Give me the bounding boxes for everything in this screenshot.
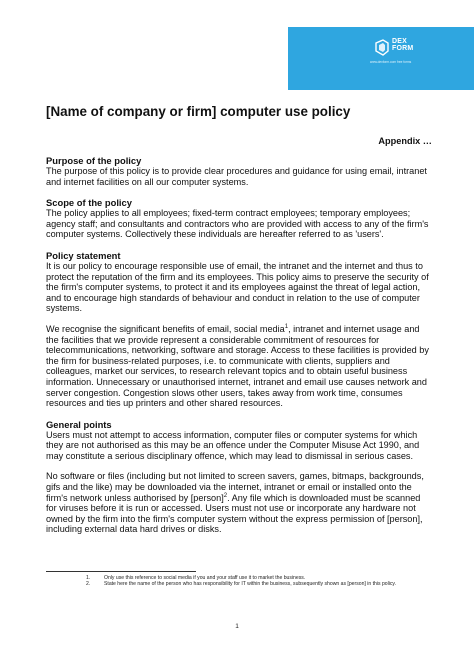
logo-brand-line1: DEX bbox=[392, 38, 407, 45]
footnote-text: Only use this reference to social media if you and your staff use it to market the business. bbox=[104, 575, 306, 581]
dex-form-logo-icon bbox=[372, 39, 390, 57]
footnote-item bbox=[86, 581, 406, 587]
policy-statement-p1: It is our policy to encourage responsible use of email, the intranet and the internet and thus to protect the reputation of the firm and its employees. This policy aims to preserve the security of the firm's computer systems, to protect it and its employees against the threat of legal action, and to encourage high standards of behaviour and conduct in relation to the use of computer systems. bbox=[46, 260, 429, 314]
general-points-p2 bbox=[46, 471, 430, 535]
document-title: [Name of company or firm] computer use policy bbox=[46, 104, 351, 119]
policy-statement-heading: Policy statement bbox=[46, 249, 121, 261]
logo-brand-line2: FORM bbox=[392, 45, 414, 52]
footnotes bbox=[86, 575, 406, 588]
page-number: 1 bbox=[235, 623, 239, 630]
footnote-ref-1[interactable]: 1 bbox=[284, 323, 289, 330]
footnote-text: State here the name of the person who has responsibility for IT within the business, subsequently shown as [person] in this policy. bbox=[104, 581, 397, 588]
general-points-p1: Users must not attempt to access information, computer files or computer systems for which they are not authorised as this may be an offence under the Computer Misuse Act 1990, and may constitute a serious disciplinary offence, which may lead to dismissal in serious cases. bbox=[46, 429, 420, 461]
document-body bbox=[46, 155, 430, 535]
footnote-divider bbox=[46, 571, 196, 572]
scope-heading: Scope of the policy bbox=[46, 197, 132, 209]
logo-tagline: www.dexform.com free forms bbox=[370, 60, 412, 64]
logo-brand bbox=[392, 38, 413, 52]
general-points-heading: General points bbox=[46, 418, 112, 430]
footnote-number: 1. bbox=[86, 575, 91, 581]
footnote-ref-2[interactable]: 2 bbox=[223, 492, 228, 499]
general-points-p2-start: No software or files (including but not limited to screen savers, games, bitmaps, backgrounds, gifs and the like) may be downloaded via the internet, intranet or email or installed onto the firm's network unless authorised by [person] bbox=[46, 471, 424, 503]
logo-banner bbox=[288, 27, 474, 90]
purpose-heading: Purpose of the policy bbox=[46, 155, 142, 166]
policy-statement-p2-end: , intranet and internet usage and the facilities that we provide represent a considerable commitment of resources for telecommunications, networking, software and storage. Access to these facilities is provided by the firm for business-related purposes, i.e. to communicate with clients, suppliers and colleagues, market our services, to research relevant topics and to obtain useful business information. Unnecessary or unauthorised internet, intranet and email use causes network and server congestion. Congestion slows other users, takes away from work time, consumes resources and ties up printers and other shared resources. bbox=[46, 323, 429, 409]
scope-text: The policy applies to all employees; fixed-term contract employees; temporary employees; agency staff; and consultants and contractors who are provided with access to any of the firm's computer systems. Collectively these individuals are hereafter referred to as 'users'. bbox=[46, 208, 429, 240]
policy-statement-p2 bbox=[46, 324, 430, 409]
general-points-p2-end: . Any file which is downloaded must be scanned for viruses before it is run or accessed. Users must not use or incorporate any hardware not owned by the firm into the firm's computer system without the express permission of [person], including external data hard drives or disks. bbox=[46, 492, 423, 535]
policy-statement-p2-start: We recognise the significant benefits of email, social media bbox=[46, 323, 285, 334]
purpose-text: The purpose of this policy is to provide clear procedures and guidance for using email, intranet and internet facilities on all our computer systems. bbox=[46, 166, 427, 187]
footnote-number: 2. bbox=[86, 581, 91, 588]
appendix-label: Appendix … bbox=[378, 136, 432, 146]
